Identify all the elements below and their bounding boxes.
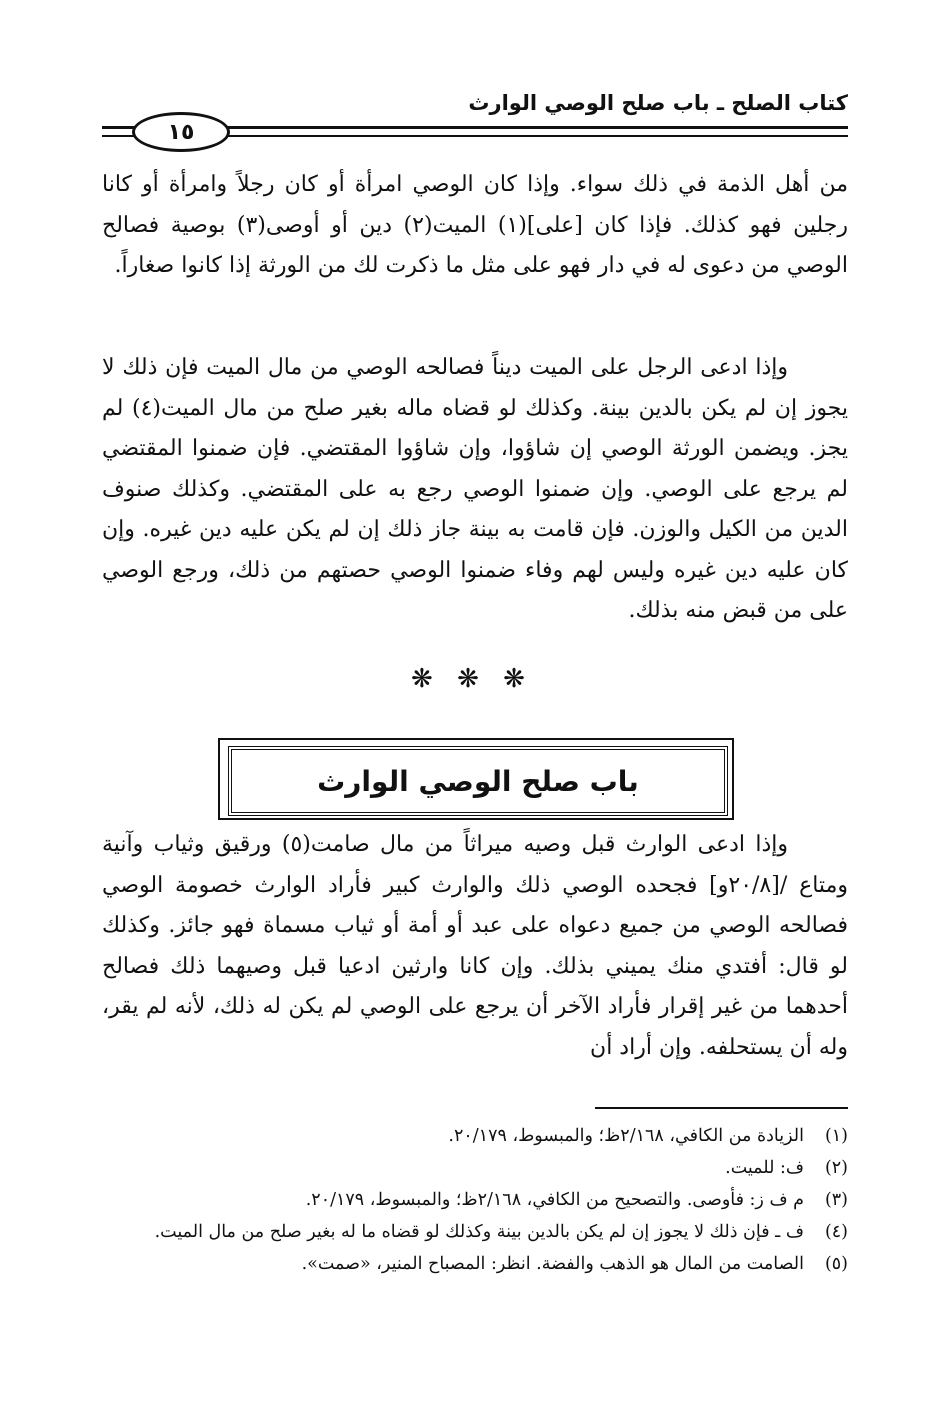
footnote-text: ف: للميت. (725, 1158, 804, 1178)
footnote-number: (١) (824, 1126, 848, 1146)
footnote-text: الصامت من المال هو الذهب والفضة. انظر: المصباح المنير، «صمت». (301, 1254, 804, 1274)
footnote-text: الزيادة من الكافي، ٢/١٦٨ظ؛ والمبسوط، ٢٠/١٧٩. (448, 1126, 804, 1146)
footnote-number: (٤) (824, 1222, 848, 1242)
footnote-item (102, 1248, 848, 1280)
footnote-item (102, 1184, 848, 1216)
footnote-number: (٣) (824, 1190, 848, 1210)
section-heading-frame (228, 746, 728, 816)
running-header-title: كتاب الصلح ـ باب صلح الوصي الوارث (468, 91, 848, 115)
page-number: ١٥ (132, 112, 230, 152)
footnote-separator (595, 1107, 848, 1109)
paragraph-continuation: من أهل الذمة في ذلك سواء. وإذا كان الوصي امرأة أو كان رجلاً وامرأة أو كانا رجلين فهو كذلك. فإذا كان [على](١) الميت(٢) دين أو أوصى(٣) بوصية فصالح الوصي من دعوى له في دار فهو على مثل ما ذكرت لك من الورثة إذا كانوا صغاراً. (102, 172, 849, 278)
paragraph-heir-claim: وإذا ادعى الوارث قبل وصيه ميراثاً من مال صامت(٥) ورقيق وثياب وآنية ومتاع /[٢٠/٨و] فجحده الوصي ذلك والوارث كبير فأراد الوارث خصومة الوصي فصالحه الوصي من جميع دعواه على عبد أو أمة أو ثياب مسماة فهو جائز. وكذلك لو قال: أفتدي منك يميني بذلك. وإن كانا وارثين ادعيا قبل وصيهما ذلك فصالح أحدهما من غير إقرار فأراد الآخر أن يرجع على الوصي لم يكن له ذلك، لأنه لم يقر، وله أن يستحلفه. وإن أراد أن (102, 832, 848, 1060)
footnote-number: (٢) (824, 1158, 848, 1178)
paragraph-debt-claim: وإذا ادعى الرجل على الميت ديناً فصالحه الوصي من مال الميت فإن ذلك لا يجوز إن لم يكن بالدين بينة. وكذلك لو قضاه ماله بغير صلح من مال الميت(٤) لم يجز. ويضمن الورثة الوصي إن شاؤوا، وإن شاؤوا المقتضي. فإن ضمنوا المقتضي لم يرجع على الوصي. وإن ضمنوا الوصي رجع به على المقتضي. وكذلك صنوف الدين من الكيل والوزن. فإن قامت به بينة جاز ذلك إن لم يكن عليه دين غيره. وإن كان عليه دين غيره وليس لهم وفاء ضمنوا الوصي حصتهم من ذلك، ورجع الوصي على من قبض منه بذلك. (102, 355, 849, 623)
section-divider-ornament: ❋ ❋ ❋ (411, 664, 533, 694)
footnotes-list (102, 1120, 848, 1280)
footnote-text: ف ـ فإن ذلك لا يجوز إن لم يكن بالدين بينة وكذلك لو قضاه ما له بغير صلح من مال الميت. (154, 1222, 804, 1242)
section-heading: باب صلح الوصي الوارث (317, 764, 639, 798)
footnote-item (102, 1120, 848, 1152)
footnote-item (102, 1152, 848, 1184)
footnote-text: م ف ز: فأوصى. والتصحيح من الكافي، ٢/١٦٨ظ؛ والمبسوط، ٢٠/١٧٩. (305, 1190, 804, 1210)
footnote-number: (٥) (824, 1254, 848, 1274)
footnote-item (102, 1216, 848, 1248)
